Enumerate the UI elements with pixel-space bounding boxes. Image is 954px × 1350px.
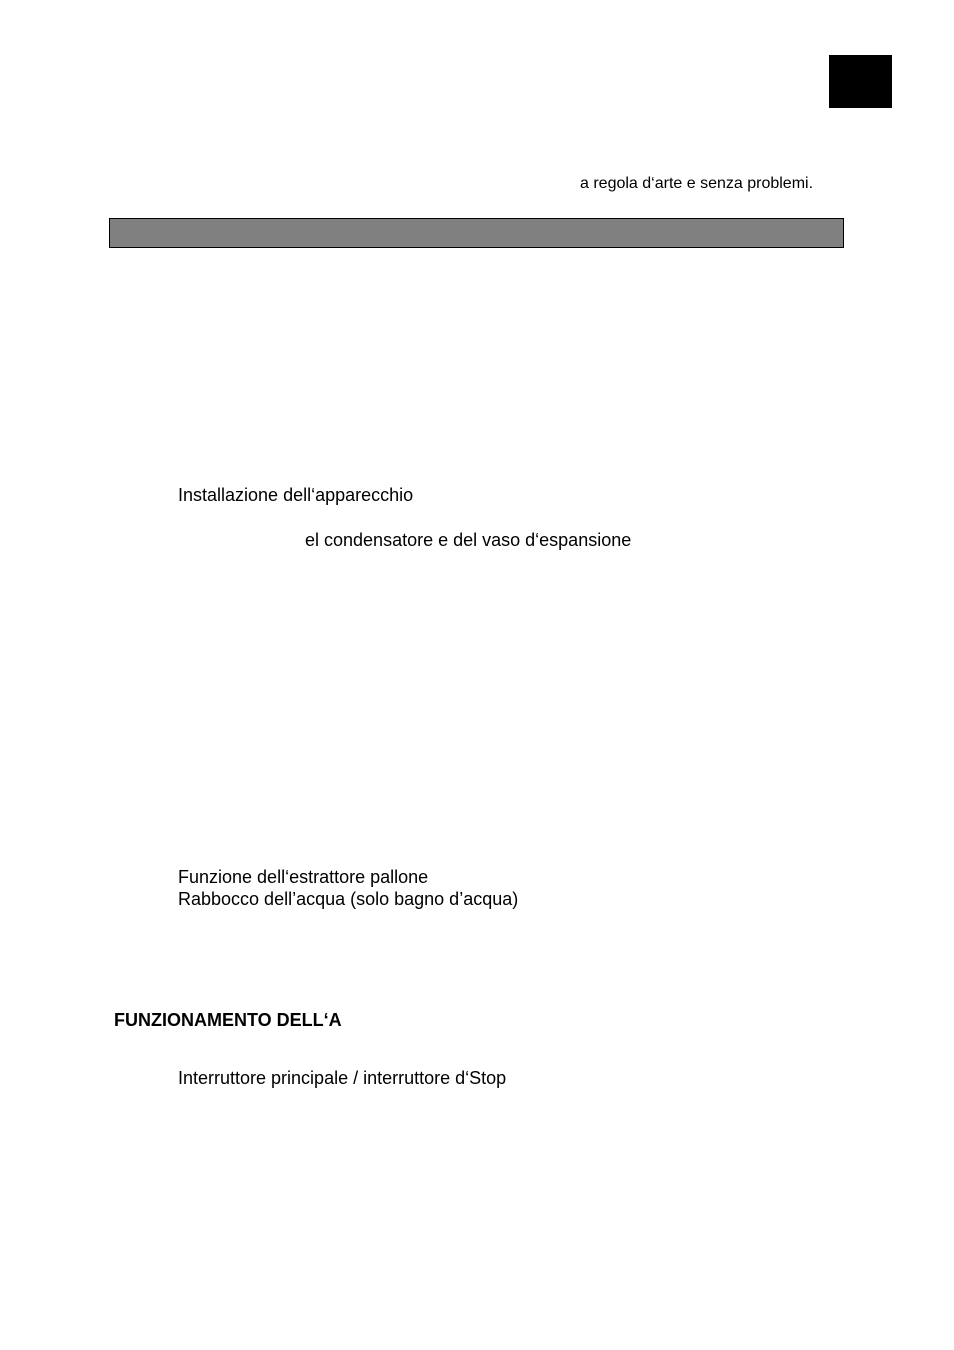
item-installation: Installazione dell‘apparecchio	[178, 485, 414, 505]
item-flask-extractor: Funzione dell‘estrattore pallone	[178, 867, 429, 887]
intro-text-tail: a regola d‘arte e senza problemi.	[580, 175, 814, 192]
operation-heading: FUNZIONAMENTO DELL‘A	[114, 1010, 342, 1030]
item-main-switch: Interruttore principale / interruttore d‘Stop	[178, 1068, 507, 1088]
corner-tab-marker	[829, 55, 892, 108]
item-water-refill: Rabbocco dell’acqua (solo bagno d’acqua)	[178, 889, 519, 909]
section-header-bar	[109, 218, 844, 248]
item-condenser-expansion-vessel: el condensatore e del vaso d‘espansione	[305, 530, 632, 550]
